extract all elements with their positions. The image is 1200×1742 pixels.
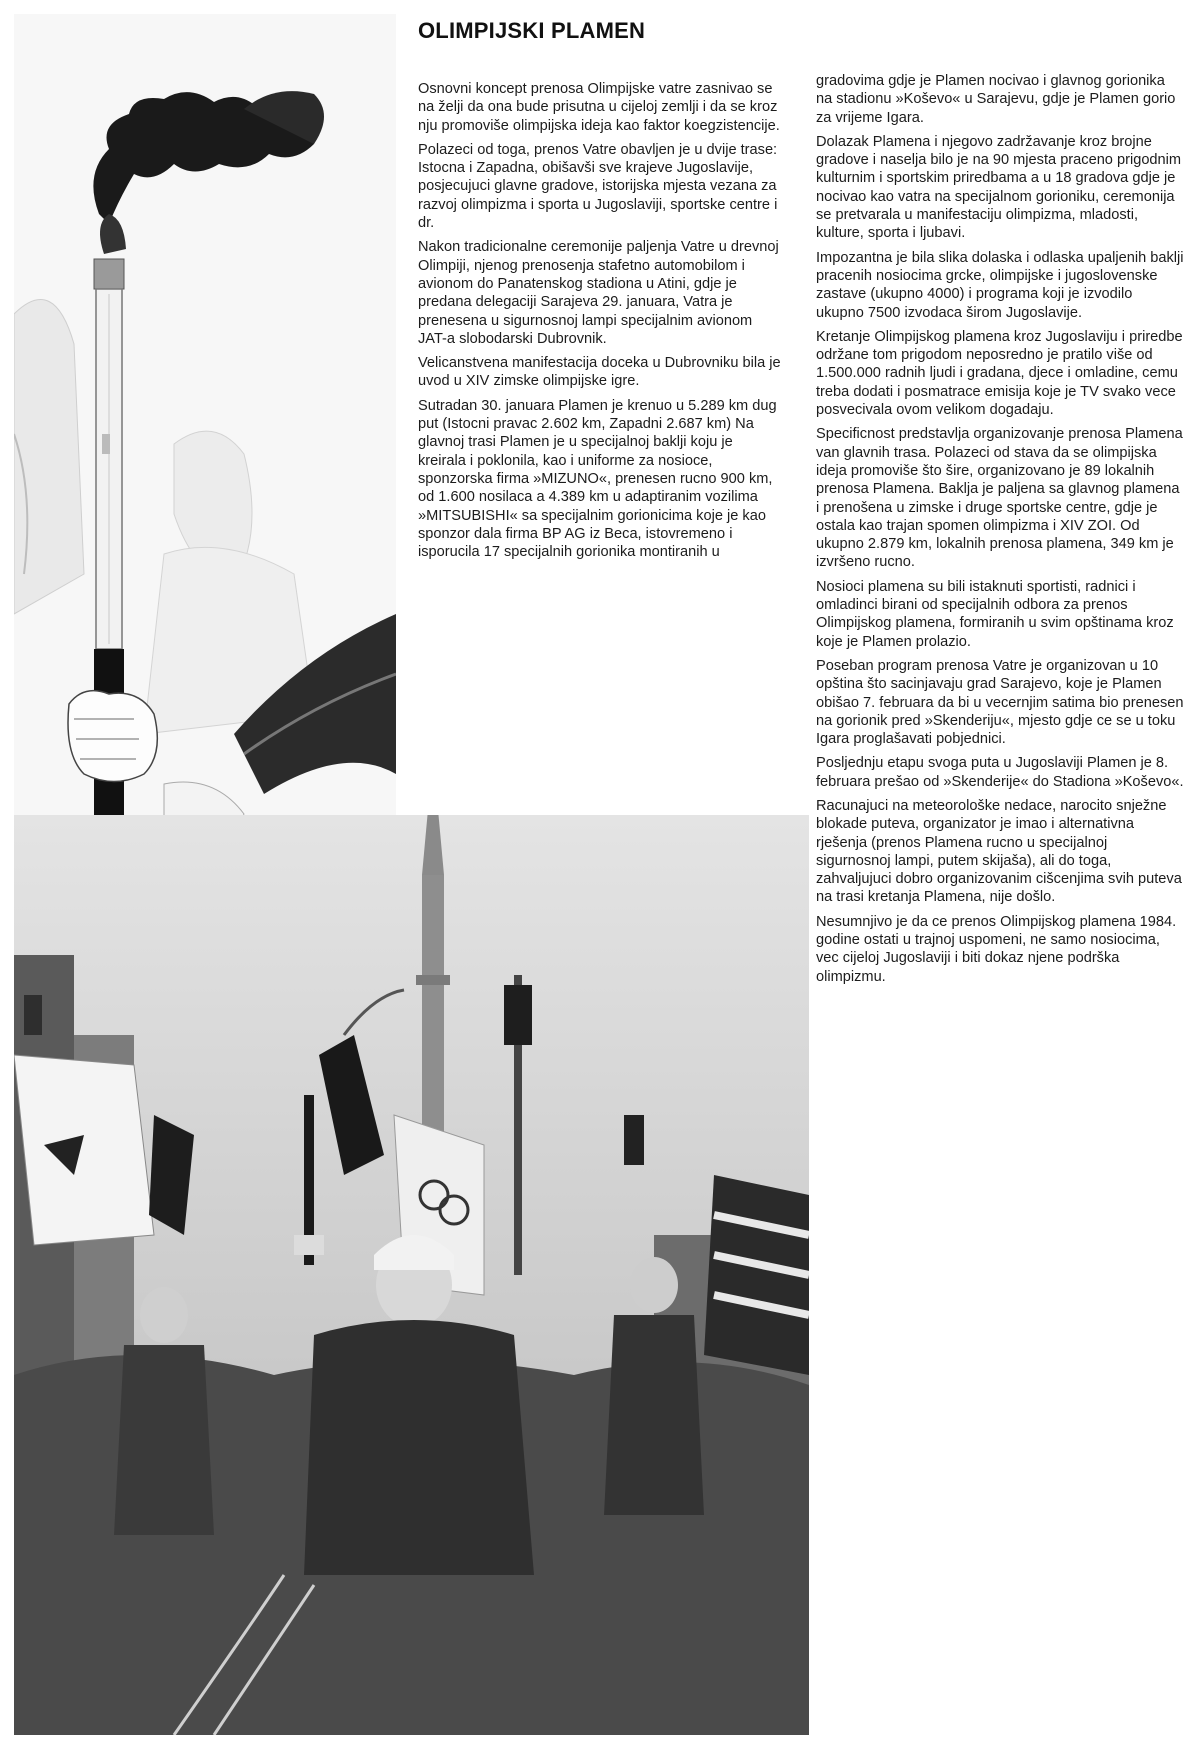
torch-illustration [14, 14, 396, 896]
column2-paragraph: Posljednju etapu svoga puta u Jugoslaviji Plamen je 8. februara prešao od »Skenderije« do Stadiona »Koševo«. [816, 755, 1184, 790]
column1-paragraph: Polazeci od toga, prenos Vatre obavljen je u dvije trase: Istocna i Zapadna, obišavši sve krajeve Jugoslavije, posjecujuci glavne gradove, istorijska mjesta vezana za razvoj olimpizma i sporta u Jugoslaviji, sportske centre i dr. [418, 141, 778, 232]
column2-paragraph: Racunajuci na meteorološke nedace, narocito snježne blokade puteva, organizator je imao i alternativna rješenja (prenos Plamena rucno u specijalnoj sigurnosnoj lampi, putem skijaša), ali do toga, zahvaljujuci dobro organizovanim cišcenjima svih puteva na trasi kretanja Plamena, nije došlo. [816, 797, 1182, 906]
torch-illustration-svg [14, 14, 396, 896]
column1-paragraph: Velicanstvena manifestacija doceka u Dubrovniku bila je uvod u XIV zimske olimpijske igre. [418, 355, 781, 390]
column2-paragraph: Specificnost predstavlja organizovanje prenosa Plamena van glavnih trasa. Polazeci od stava da se olimpijska ideja promoviše što šire, organizovano je 89 lokalnih prenosa Plamena. Baklja je paljena sa glavnog plamena i prenošena u zimske i druge sportske centre, gdje je ostala kao trajan spomen olimpizma i XIV ZOI. Od ukupno 2.879 km, lokalnih prenosa plamena, 349 km je izvršeno rucno. [816, 426, 1183, 571]
torch-relay-crowd-photo [14, 815, 809, 1735]
column2-paragraph: Poseban program prenosa Vatre je organizovan u 10 opština što sacinjavaju grad Sarajevo, koje je Plamen obišao 7. februara da bi u vecernjim satima bio prenesen na gorionik pred »Skenderiju«, mjesto gdje ce se u toku Igara proglašavati pobjednici. [816, 657, 1184, 748]
column1-paragraph: Sutradan 30. januara Plamen je krenuo u 5.289 km dug put (Istocni pravac 2.602 km, Zapadni 2.687 km) Na glavnoj trasi Plamen je u specijalnoj baklji koju je kreirala i poklonila, kao i uniforme za nosioce, sponzorska firma »MIZUNO«, prenesen rucno 900 km, od 1.600 nosilaca a 4.389 km u adaptiranim vozilima »MITSUBISHI« sa specijalnim gorionicima koje je kao sponzor dala firma BP AG iz Beca, istovremeno i isporucila 17 specijalnih gorionika montiranih u [418, 397, 777, 561]
article-column-2 [816, 72, 1184, 992]
column2-paragraph: Nesumnjivo je da ce prenos Olimpijskog plamena 1984. godine ostati u trajnoj uspomeni, ne samo nosiocima, vec cijeloj Jugoslaviji i biti dokaz njene podrška olimpizmu. [816, 913, 1177, 985]
article-title: OLIMPIJSKI PLAMEN [418, 18, 646, 43]
crowd-photo-svg [14, 815, 809, 1735]
column2-paragraph: Dolazak Plamena i njegovo zadržavanje kroz brojne gradove i naselja bilo je na 90 mjesta praceno prigodnim kulturnim i sportskim priredbama a u 18 gradova gdje je nocivao kao vatra na specijalnom gorioniku, ceremonija se pretvarala u manifestaciju olimpizma, mladosti, kulture, sporta i ljubavi. [816, 133, 1182, 242]
column2-paragraph: Nosioci plamena su bili istaknuti sportisti, radnici i omladinci birani od specijalnih odbora za prenos Olimpijskog plamena, formiranih u svim opštinama kroz koje je Plamen prolazio. [816, 578, 1174, 650]
column1-paragraph: Nakon tradicionalne ceremonije paljenja Vatre u drevnoj Olimpiji, njenog prenosenja stafetno automobilom i avionom do Panatenskog stadiona u Atini, gdje je predana delegaciji Sarajeva 29. januara, Vatra je prenesena u sigurnosnoj lampi specijalnim avionom JAT-a slobodarski Dubrovnik. [418, 239, 779, 347]
column1-paragraph: Osnovni koncept prenosa Olimpijske vatre zasnivao se na želji da ona bude prisutna u cijeloj zemlji i da se kroz nju promoviše olimpijska ideja kao faktor koegzistencije. [418, 81, 780, 134]
article-column-1 [418, 80, 783, 567]
column2-paragraph: Impozantna je bila slika dolaska i odlaska upaljenih baklji pracenih nosiocima grcke, olimpijske i jugoslovenske zastave (ukupno 4000) i programa koji je izvodilo ukupno 7500 izvodaca širom Jugoslavije. [816, 249, 1184, 321]
column2-paragraph: gradovima gdje je Plamen nocivao i glavnog gorionika na stadionu »Koševo« u Sarajevu, gdje je Plamen gorio za vrijeme Igara. [816, 73, 1176, 126]
column2-paragraph: Kretanje Olimpijskog plamena kroz Jugoslaviju i priredbe održane tom prigodom neposredno je pratilo više od 1.500.000 radnih ljudi i gradana, djece i omladine, cemu treba dodati i posmatrace emisija koje je TV svako vece posvecivala ovom velikom dogadaju. [816, 328, 1183, 419]
